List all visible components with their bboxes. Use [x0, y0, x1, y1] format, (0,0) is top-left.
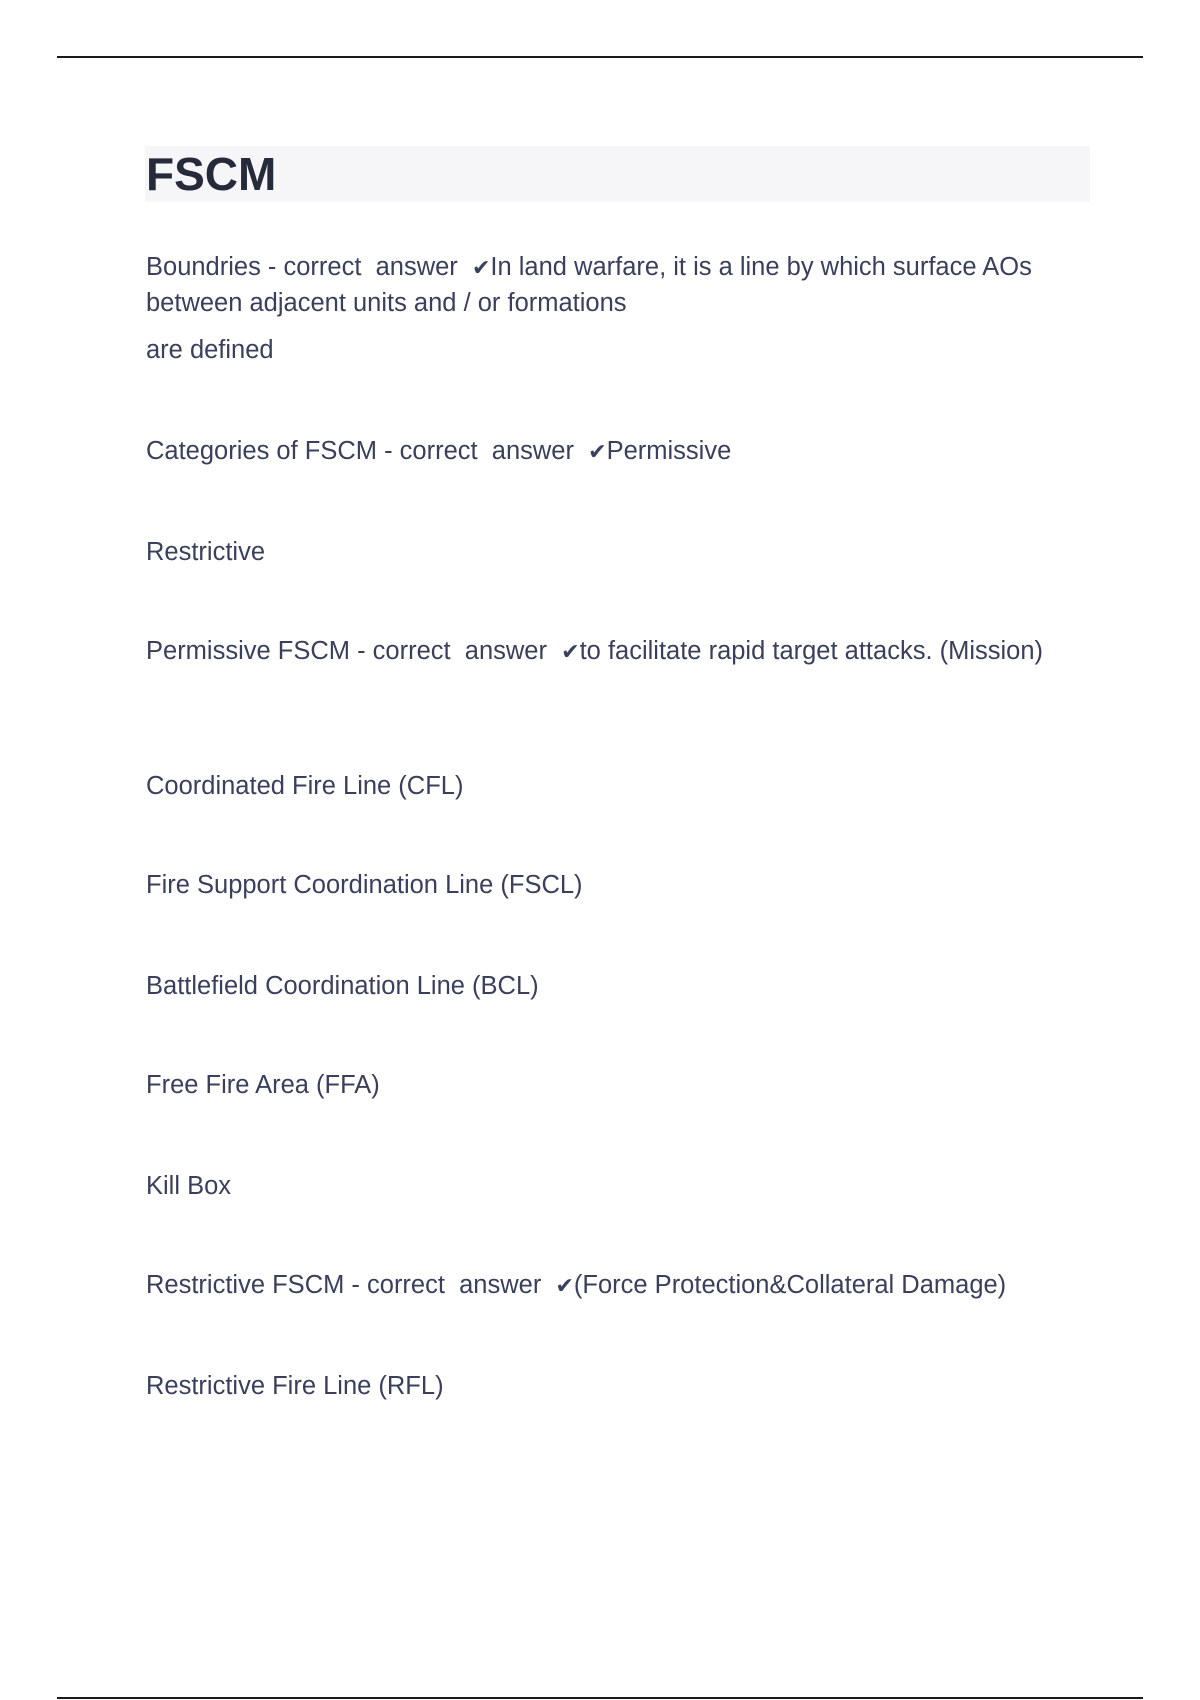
- top-rule: [57, 56, 1143, 58]
- list-item-cfl: Coordinated Fire Line (CFL): [146, 772, 464, 800]
- page-title: FSCM: [146, 148, 277, 200]
- entry-term: Categories of FSCM - correct answer: [146, 437, 589, 465]
- check-icon: ✔: [588, 440, 607, 465]
- list-item-fscl: Fire Support Coordination Line (FSCL): [146, 871, 583, 899]
- check-icon: ✔: [561, 640, 580, 665]
- check-icon: ✔: [471, 256, 491, 281]
- entry-term: Restrictive FSCM - correct answer: [146, 1271, 556, 1299]
- list-item-kill-box: Kill Box: [146, 1172, 232, 1200]
- entry-categories: [146, 434, 1076, 470]
- entry-answer: Permissive: [606, 437, 732, 465]
- entry-answer: (Force Protection&Collateral Damage): [573, 1271, 1007, 1299]
- entry-continuation: are defined: [146, 336, 274, 364]
- entry-boundries: [146, 250, 1076, 320]
- entry-term: Boundries - correct answer: [146, 253, 472, 281]
- list-item-bcl: Battlefield Coordination Line (BCL): [146, 972, 539, 1000]
- list-item-restrictive: Restrictive: [146, 538, 266, 566]
- entry-answer: to facilitate rapid target attacks. (Mission): [579, 637, 1044, 665]
- bottom-rule: [57, 1697, 1143, 1699]
- entry-term: Permissive FSCM - correct answer: [146, 637, 562, 665]
- entry-restrictive-fscm: [146, 1268, 1076, 1304]
- check-icon: ✔: [555, 1274, 574, 1299]
- title-highlight: [145, 146, 1090, 202]
- list-item-rfl: Restrictive Fire Line (RFL): [146, 1372, 444, 1400]
- entry-answer: In land warfare, it is a line by which surface AOs between adjacent units and / or formations: [146, 253, 1039, 317]
- entry-permissive-fscm: [146, 634, 1076, 670]
- list-item-ffa: Free Fire Area (FFA): [146, 1071, 380, 1099]
